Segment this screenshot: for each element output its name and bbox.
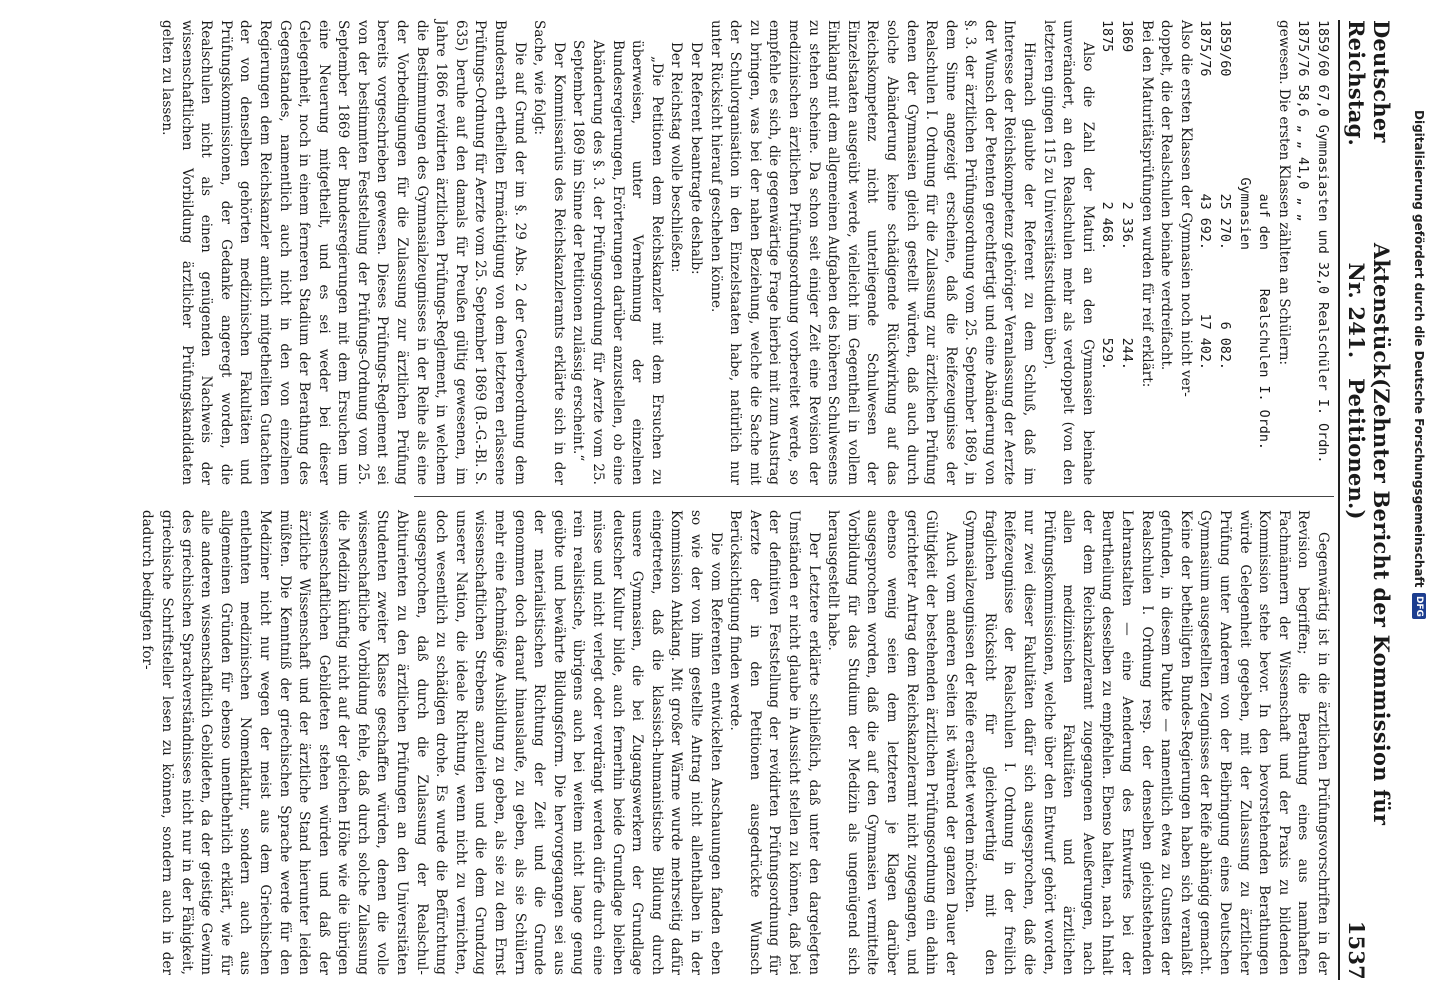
stats-value-b: 6 082. bbox=[1217, 321, 1233, 370]
column-divider bbox=[414, 496, 1334, 497]
body-paragraph: Der Reichstag wolle beschließen: bbox=[668, 42, 685, 273]
stats-year: 1859/60 bbox=[1217, 20, 1233, 77]
stats-mid-text: Also die ersten Klassen der Gymnasien noch nicht ver- doppelt, die der Realschulen beinahe verdreifacht. Bei den Maturitätsprüfungen wurden für reif erklärt: bbox=[1138, 20, 1194, 397]
stats-value-b: 17 402. bbox=[1197, 313, 1213, 370]
stats-row bbox=[1195, 20, 1215, 485]
body-paragraph: Also die Zahl der Maturi an den Gymnasien beinahe unverändert, an den Realschulen mehr als verdoppelt (von den letzteren gingen 115 zu Universitätsstudien über). bbox=[1040, 20, 1096, 485]
header-document-number: Aktenstück Nr. 241. bbox=[1344, 242, 1394, 379]
stats-header-realschulen: Realschulen I. Ordn. bbox=[1256, 288, 1272, 450]
stats-value-a: 2 336. bbox=[1119, 201, 1135, 250]
digitization-credit bbox=[1408, 110, 1430, 990]
header-right-title: (Zehnter Bericht der Kommission für Petitionen.) bbox=[1344, 378, 1394, 826]
stats-intro: 1859/60 67,0 Gymnasiasten und 32,0 Realschüler I. Ordn. 1875/76 58,6 „ „ 41,0 „ „ bbox=[1295, 20, 1330, 464]
header-left-title: Deutscher Reichstag. bbox=[1344, 20, 1394, 146]
stats-row bbox=[1116, 20, 1136, 485]
header-rule bbox=[1338, 20, 1340, 980]
body-paragraph: Auch vom anderen Seiten ist während der ganzen Dauer der Gültigkeit der bestehenden ärztlichen Prüfungsordnung ein dahin gerichteter Antrag dem Reichskanzleramt nicht zugegangen, und ebenso wenig seien dem letzteren je Klagen darüber ausgesprochen worden, daß die auf den Gymnasien vermittelte Vorbildung für das Studium der Medizin als ungenügend sich herausgestellt habe. bbox=[825, 510, 959, 975]
stats-row bbox=[1214, 20, 1234, 485]
body-paragraph: Hiernach glaubte der Referent zu dem Schluß, daß im Interesse der Reichskompetenz gehöriger Veranlassung der Aerzte der Wunsch der Petenten gerechtfertigt und eine Abänderung von §. 3. der ärztlichen Prüfungsordnung vom 25. September 1869, in dem Sinne angezeigt erscheine, daß die Reifezeugnisse der Realschulen I. Ordnung für die Zulassung zur ärztlichen Prüfung denen der Gymnasien gleich gestellt würden, daß auch durch solche Abänderung keine schädigende Rückwirkung auf das Reichskompetenz nicht unterliegende Schulwesen der Einzelstaaten ausgeübt werde, vielleicht im Gegentheil in vollem Einklang mit dem allgemeinen Aufgaben des höheren Schulwesens zu stehen scheine. Da schon seit einiger Zeit eine Revision der medizinischen ärztlichen Prüfungsordnung vorbereitet werde, so empfehle es sich, die gegenwärtige Frage hierbei mit zum Austrag zu bringen, was bei der nahen Beziehung, welche die Sache mit der Schulorganisation in den Einzelstaaten habe, natürlich nur unter Rücksicht hierauf geschehen könne. bbox=[707, 20, 1038, 485]
body-paragraph: Die auf Grund der im §. 29 Abs. 2 der Gewerbeordnung dem Bundesrath ertheilten Ermächtigung von dem letzteren erlassene Prüfungs-Ordnung für Aerzte vom 25. September 1869 (B.-G.-Bl. S. 635) beruhe auf den damals für Preußen gültig gewesenen, im Jahre 1866 revidirten ärztlichen Prüfungs-Reglement, in welchem die Bestimmungen des Gymnasialzeugnisses in der Reihe als eine der Vorbedingungen für die Zulassung zur ärztlichen Prüfung bereits vorgeschrieben gewesen. Dieses Prüfungs-Reglement sei von der bestimmten Feststellung der Prüfungs-Ordnung vom 25. September 1869 der Bundesregierungen mit dem Ersuchen um eine Neuerung mitgetheilt, und es sei weder bei dieser Gelegenheit, noch in einem ferneren Stadium der Berathung des Gegenstandes, namentlich auch nicht in den von einzelnen Regierungen dem Reichskanzler amtlich mitgetheilten Gutachten der von denselben gehörten medizinischen Fakultäten und Prüfungskommissionen, der Gedanke angeregt worden, die Realschulen nicht als einen genügenden Nachweis der wissenschaftlichen Vorbildung ärztlicher Prüfungskandidaten gelten zu lassen. bbox=[158, 20, 528, 485]
body-paragraph: Der Referent beantragte deshalb: bbox=[688, 42, 704, 275]
stats-header-gymnasien: auf den Gymnasien bbox=[1236, 177, 1272, 250]
right-column bbox=[137, 510, 1332, 975]
stats-year: 1875 bbox=[1099, 20, 1115, 53]
dfg-logo-icon: DFG bbox=[1412, 593, 1426, 619]
stats-value-b: 244. bbox=[1119, 337, 1135, 370]
stats-table-2 bbox=[1097, 20, 1136, 485]
page-number: 1537 bbox=[1344, 920, 1369, 980]
stats-row bbox=[1097, 20, 1117, 485]
stats-table-1 bbox=[1195, 20, 1273, 485]
stats-value-a: 25 270. bbox=[1217, 193, 1233, 250]
stats-year: 1869 bbox=[1119, 20, 1135, 53]
stats-intro-2: gewesen. Die ersten Klassen zählten an Schülern: bbox=[1275, 20, 1292, 366]
body-paragraph: Der Letztere erklärte schließlich, daß unter den dargelegten Umständen er nicht glaube in Aussicht stellen zu können, daß bei der definitiven Feststellung der revidirten Prüfungsordnung für Aerzte der in den Petitionen ausgedrückte Wunsch Berücksichtigung finden werde. bbox=[727, 510, 822, 975]
credit-text: Digitalisierung gefördert durch die Deutsche Forschungsgemeinschaft bbox=[1412, 110, 1426, 588]
stats-value-b: 529. bbox=[1099, 337, 1115, 370]
stats-value-a: 43 692. bbox=[1197, 193, 1213, 250]
resolution-quote: „Die Petitionen dem Reichskanzler mit dem Ersuchen zu überweisen, unter Vernehmung der einzelnen Bundesregierungen, Erörterungen darüber anzustellen, ob eine Abänderung des §. 3. der Prüfungsordnung für Aerzte vom 25. September 1869 im Sinne der Petitionen zulässig erscheint.“ bbox=[570, 40, 665, 485]
body-paragraph: Die vom Referenten entwickelten Anschauungen fanden eben so wie der von ihm gestellte Antrag nicht allenthalben in der Kommission Anklang. Mit großer Wärme wurde mehrseitig dafür eingetreten, daß die klassisch-humanistische Bildung durch unsere Gymnasien, die bei Zugangswerkern der Grundlage deutscher Kultur bilde, auch fernerhin beide Grundlage bleiben müsse und nicht verlegt oder verdrängt werden dürfe durch eine rein realistische, übrigens auch bei weitem nicht lange genug geübte und bewährte Bildungsform. Die hervorgegangen sei aus der materialistischen Richtung der Zeit und die Grunde genommen doch darauf hinauslaufe, zu geben, als sie Schülern mehr eine fachmäßige Ausbildung zu geben, als sie zu dem Ernst wissenschaftlichen Strebens anzuleiten und die dem Grundzug unserer Nation, die ideale Richtung, wenn nicht zu vernichten, doch wesentlich zu schädigen drohe. Es wurde die Befürchtung ausgesprochen, daß durch die Zulassung der Realschul-Abiturienten zu den ärztlichen Prüfungen an den Universitäten Studenten zweiter Klasse geschaffen würden, denen die volle wissenschaftliche Vorbildung fehle, daß durch solche Zulassung die Medizin künftig nicht auf der gleichen Höhe wie die übrigen wissenschaftlichen Gebildeten stehen würden und daß der ärztliche Wissenschaft und der ärztliche Stand hierunter leiden müßten. Die Kenntniß der griechischen Sprache werde für den Mediziner nicht nur wegen der meist aus dem Griechischen entlehnten medizinischen Nomenklatur, sondern auch aus allgemeinen Gründen für ebenso unentbehrlich erklärt, wie für alle anderen wissenschaftlich Gebildeten, da der geistige Gewinn des griechischen Sprachverständnisses nicht nur in der Fähigkeit, griechische Schriftsteller lesen zu können, sondern auch in der dadurch bedingten for- bbox=[139, 510, 724, 975]
page-header bbox=[1344, 20, 1394, 980]
stats-year: 1875/76 bbox=[1197, 20, 1213, 77]
stats-table-1-header bbox=[1234, 20, 1273, 485]
body-paragraph: Gegenwärtig ist in die ärztlichen Prüfungsvorschriften in der Revision begriffen; die Berathung eines aus namhaften Fachmännern der Wissenschaft und der Praxis zu bildenden Kommission stehe bevor. In den bevorstehenden Berathungen würde Gelegenheit gegeben, mit der Zulassung zu ärztlicher Prüfung unter Anderem von der Beibringung eines Deutschen Gymnasium ausgestellten Zeugnisses der Reife abhängig gemacht. Keine der betheiligten Bundes-Regierungen haben sich veranlaßt gefunden, in diesem Punkte — namentlich etwa zu Gunsten der Realschulen I. Ordnung resp. der denselben gleichstehenden Lehranstalten — eine Aenderung des Entwurfes bei der Beurtheilung desselben zu empfehlen. Ebenso halten, nach Inhalt der dem Reichskanzleramt zugegangenen Aeußerungen, nach allen medizinischen Fakultäten und ärztlichen Prüfungskommissionen, welche über den Entwurf gehört worden, nur zwei dieser Fakultäten dafür sich ausgesprochen, daß die Reifezeugnisse der Realschulen I. Ordnung in der freilich fraglichen Rücksicht für gleichwerthig mit den Gymnasialzeugnissen der Reife erachtet werden möchten. bbox=[962, 510, 1331, 975]
left-column bbox=[156, 20, 1332, 485]
body-paragraph: Der Kommissarius des Reichskanzleramts erklärte sich in der Sache, wie folgt: bbox=[531, 20, 567, 485]
stats-value-a: 2 468. bbox=[1099, 201, 1115, 250]
